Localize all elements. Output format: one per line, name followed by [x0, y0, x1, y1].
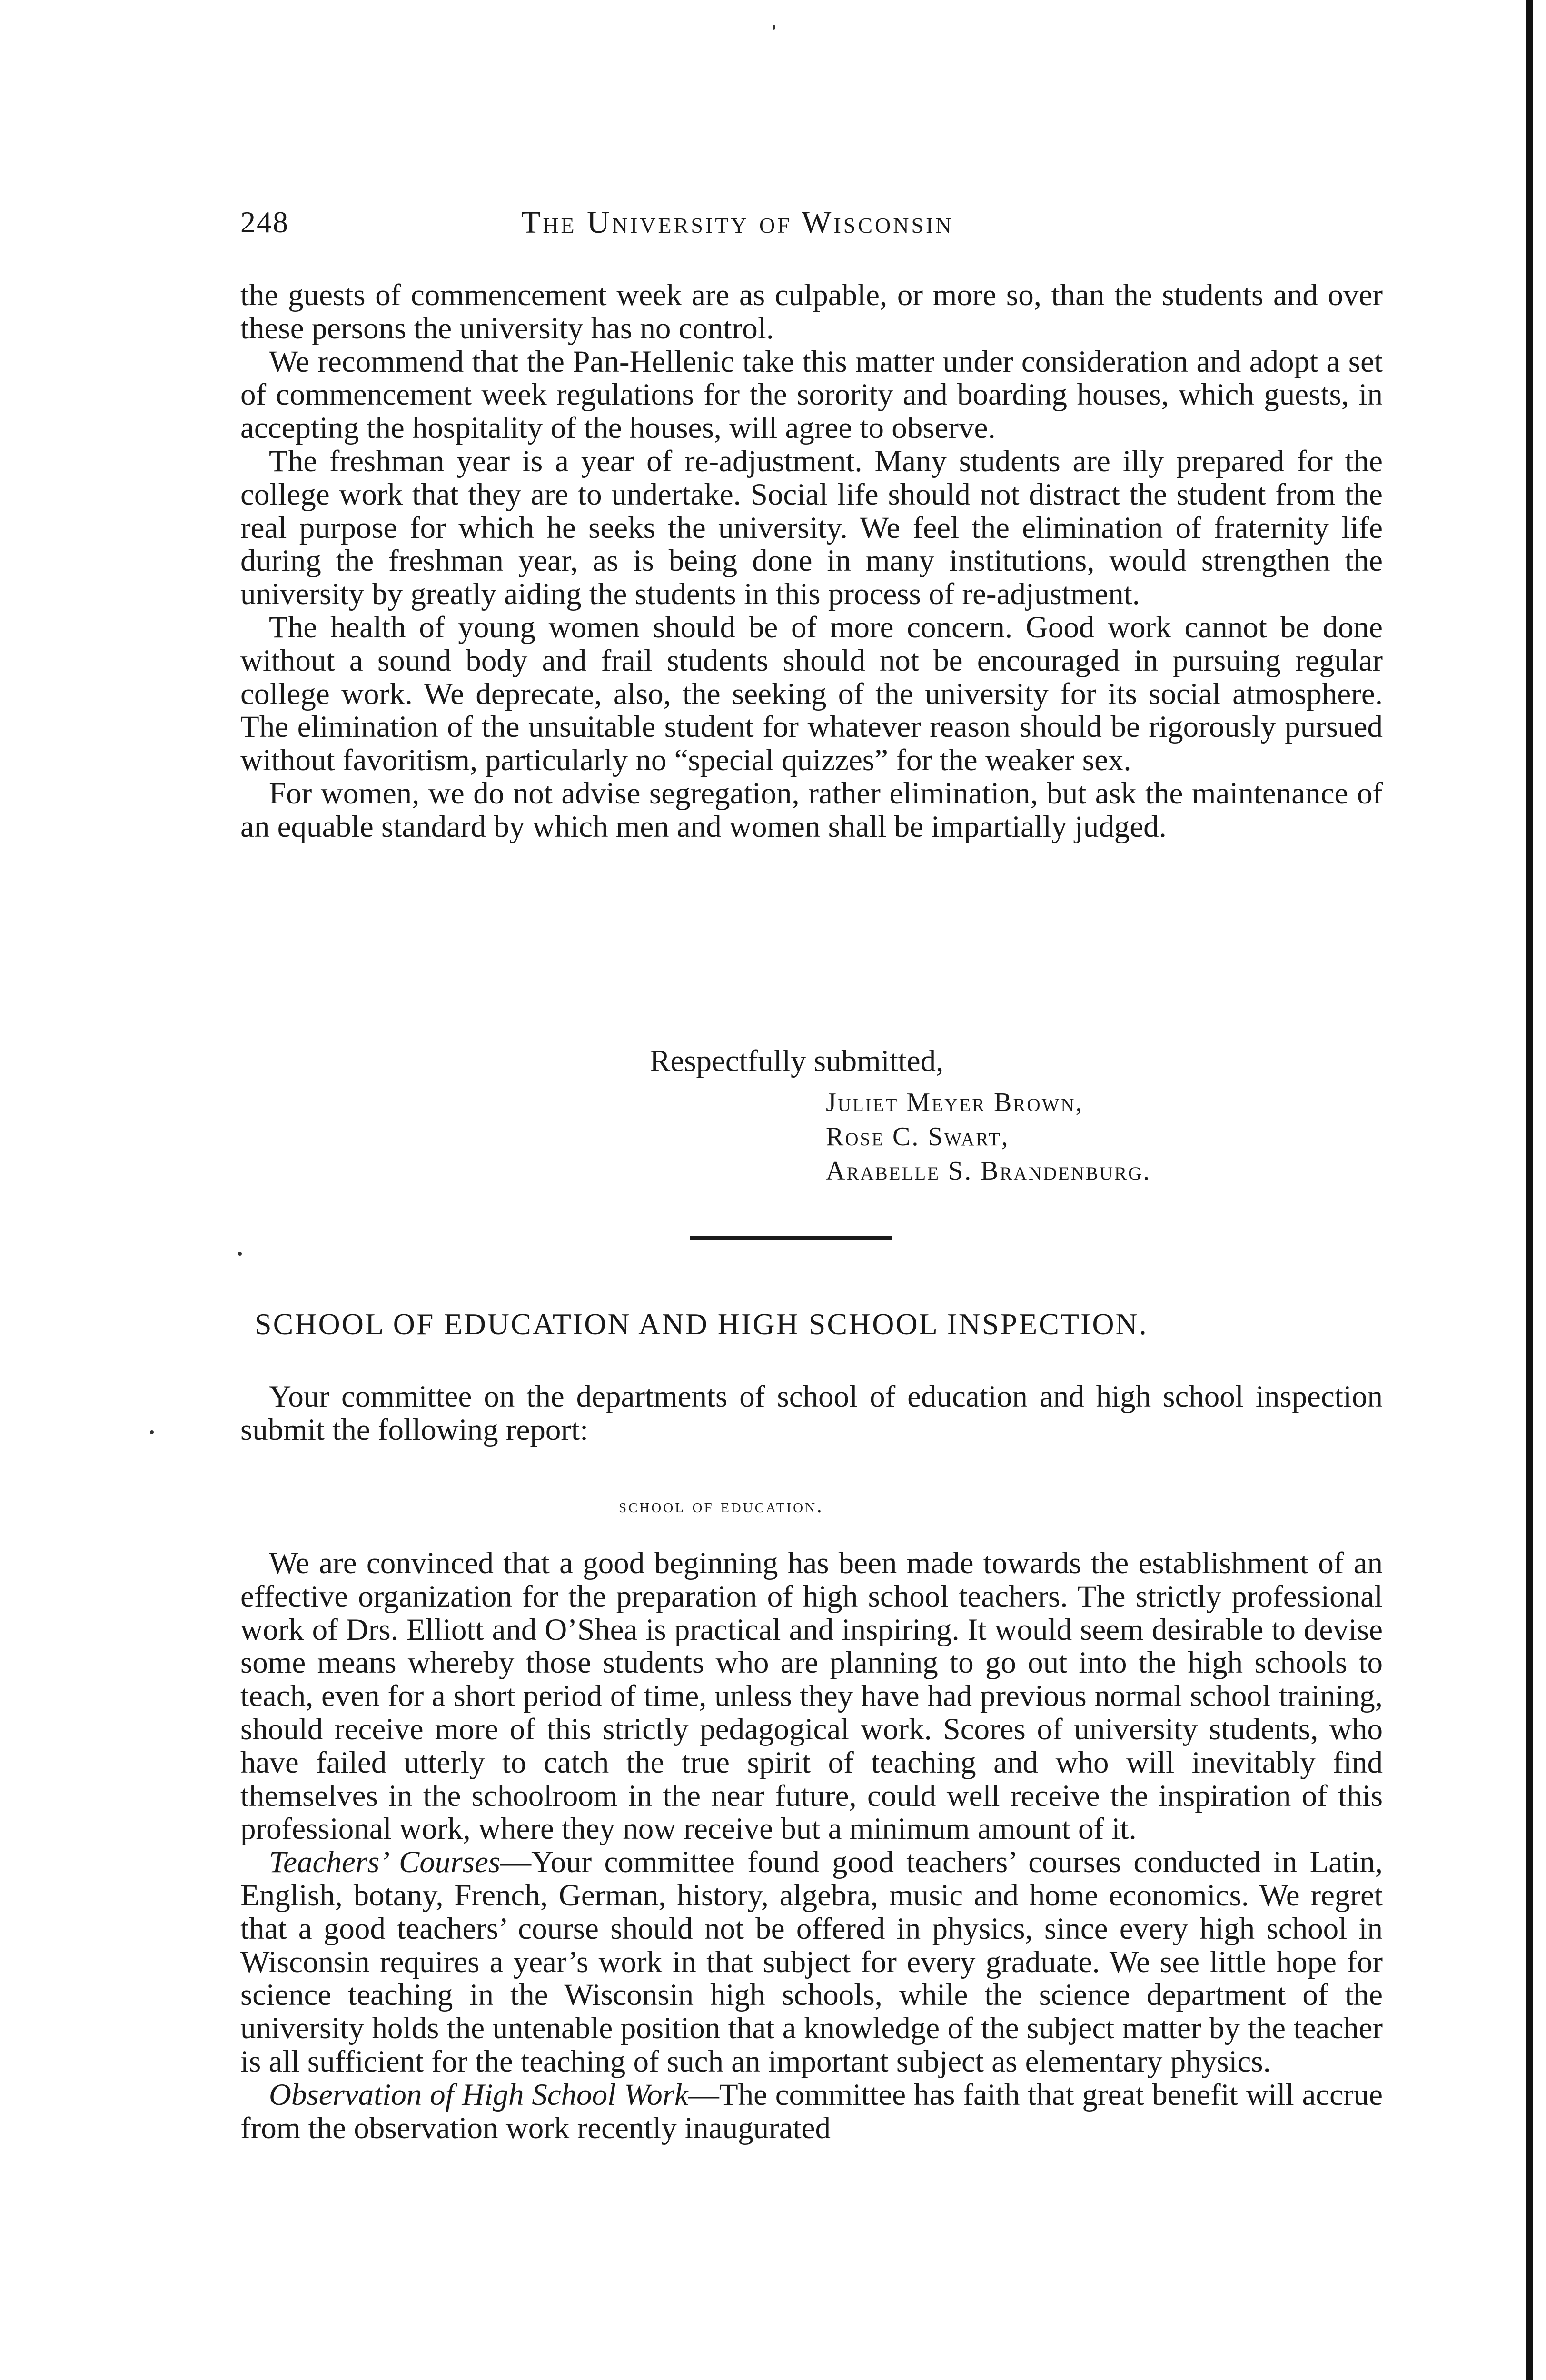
paragraph-text: —Your committee found good teachers’ courses conducted in Latin, English, botany, French, German, history, algebra, music and home economics. We regret that a good teachers’ course should not be offered in physics, since every high school in Wisconsin requires a year’s work in that subject for every graduate. We see little hope for science teaching in the Wisconsin high schools, while the science department of the university holds the untenable position that a knowledge of the subject matter by the teacher is all sufficient for the teaching of such an important subject as elementary physics.: [240, 1845, 1383, 2079]
signatory-name: Rose C. Swart,: [826, 1122, 1010, 1151]
signatory-name: Juliet Meyer Brown,: [826, 1088, 1084, 1117]
running-head: The University of Wisconsin: [521, 205, 954, 240]
paragraph-text: —The committee has faith that great benefit will accrue from the observation work recently inaugurated: [240, 2077, 1383, 2145]
subsection-heading: school of education.: [619, 1495, 824, 1517]
scan-speck: [150, 1430, 154, 1434]
paragraph: [240, 2079, 1383, 2145]
paragraph: The freshman year is a year of re-adjustment. Many students are illy prepared for the college work that they are to undertake. Social life should not distract the student from the real purpose for which he seeks the university. We feel the elimination of fraternity life during the freshman year, as is being done in many institutions, would strengthen the university by greatly aiding the students in this process of re-adjustment.: [240, 444, 1383, 612]
paragraph: [240, 1846, 1383, 2079]
committee-intro: [240, 1380, 1383, 1447]
paragraph: The health of young women should be of more concern. Good work cannot be done without a sound body and frail students should not be encouraged in pursuing regular college work. We deprecate, also, the seeking of the university for its social atmosphere. The elimination of the unsuitable student for whatever reason should be rigorously pursued without favoritism, particularly no “special quizzes” for the weaker sex.: [240, 610, 1383, 778]
closing-line: Respectfully submitted,: [650, 1044, 944, 1078]
scan-speck: [238, 1252, 242, 1256]
signature-block: [826, 1085, 1151, 1188]
paragraph: We recommend that the Pan-Hellenic take this matter under consideration and adopt a set of commencement week regulations for the sorority and boarding houses, which guests, in accepting the hospitality of the houses, will agree to observe.: [240, 344, 1383, 446]
run-in-heading: Teachers’ Courses: [269, 1845, 501, 1880]
section-title: SCHOOL OF EDUCATION AND HIGH SCHOOL INSPECTION.: [255, 1307, 1148, 1341]
run-in-heading: Observation of High School Work: [269, 2077, 688, 2112]
report-continuation: [240, 279, 1383, 844]
scan-edge-right: [1526, 0, 1533, 2380]
section-divider: [690, 1236, 892, 1240]
signatory-name: Arabelle S. Brandenburg.: [826, 1156, 1151, 1186]
paragraph: the guests of commencement week are as culpable, or more so, than the students and over these persons the university has no control.: [240, 278, 1383, 346]
paragraph: We are convinced that a good beginning has been made towards the establishment of an effective organization for the preparation of high school teachers. The strictly professional work of Drs. Elliott and O’Shea is practical and inspiring. It would seem desirable to devise some means whereby those students who are planning to go out into the high schools to teach, even for a short period of time, unless they have had previous normal school training, should receive more of this strictly pedagogical work. Scores of university students, who have failed utterly to catch the true spirit of teaching and who will inevitably find themselves in the schoolroom in the near future, could well receive the inspiration of this professional work, where they now receive but a minimum amount of it.: [240, 1546, 1383, 1846]
school-of-education-report: [240, 1547, 1383, 2145]
scan-speck: [773, 25, 775, 30]
paragraph: Your committee on the departments of school of education and high school inspection submit the following report:: [240, 1379, 1383, 1447]
page-number: 248: [240, 205, 289, 239]
paragraph: For women, we do not advise segregation, rather elimination, but ask the maintenance of an equable standard by which men and women shall be impartially judged.: [240, 776, 1383, 844]
page-header: [240, 205, 1373, 252]
